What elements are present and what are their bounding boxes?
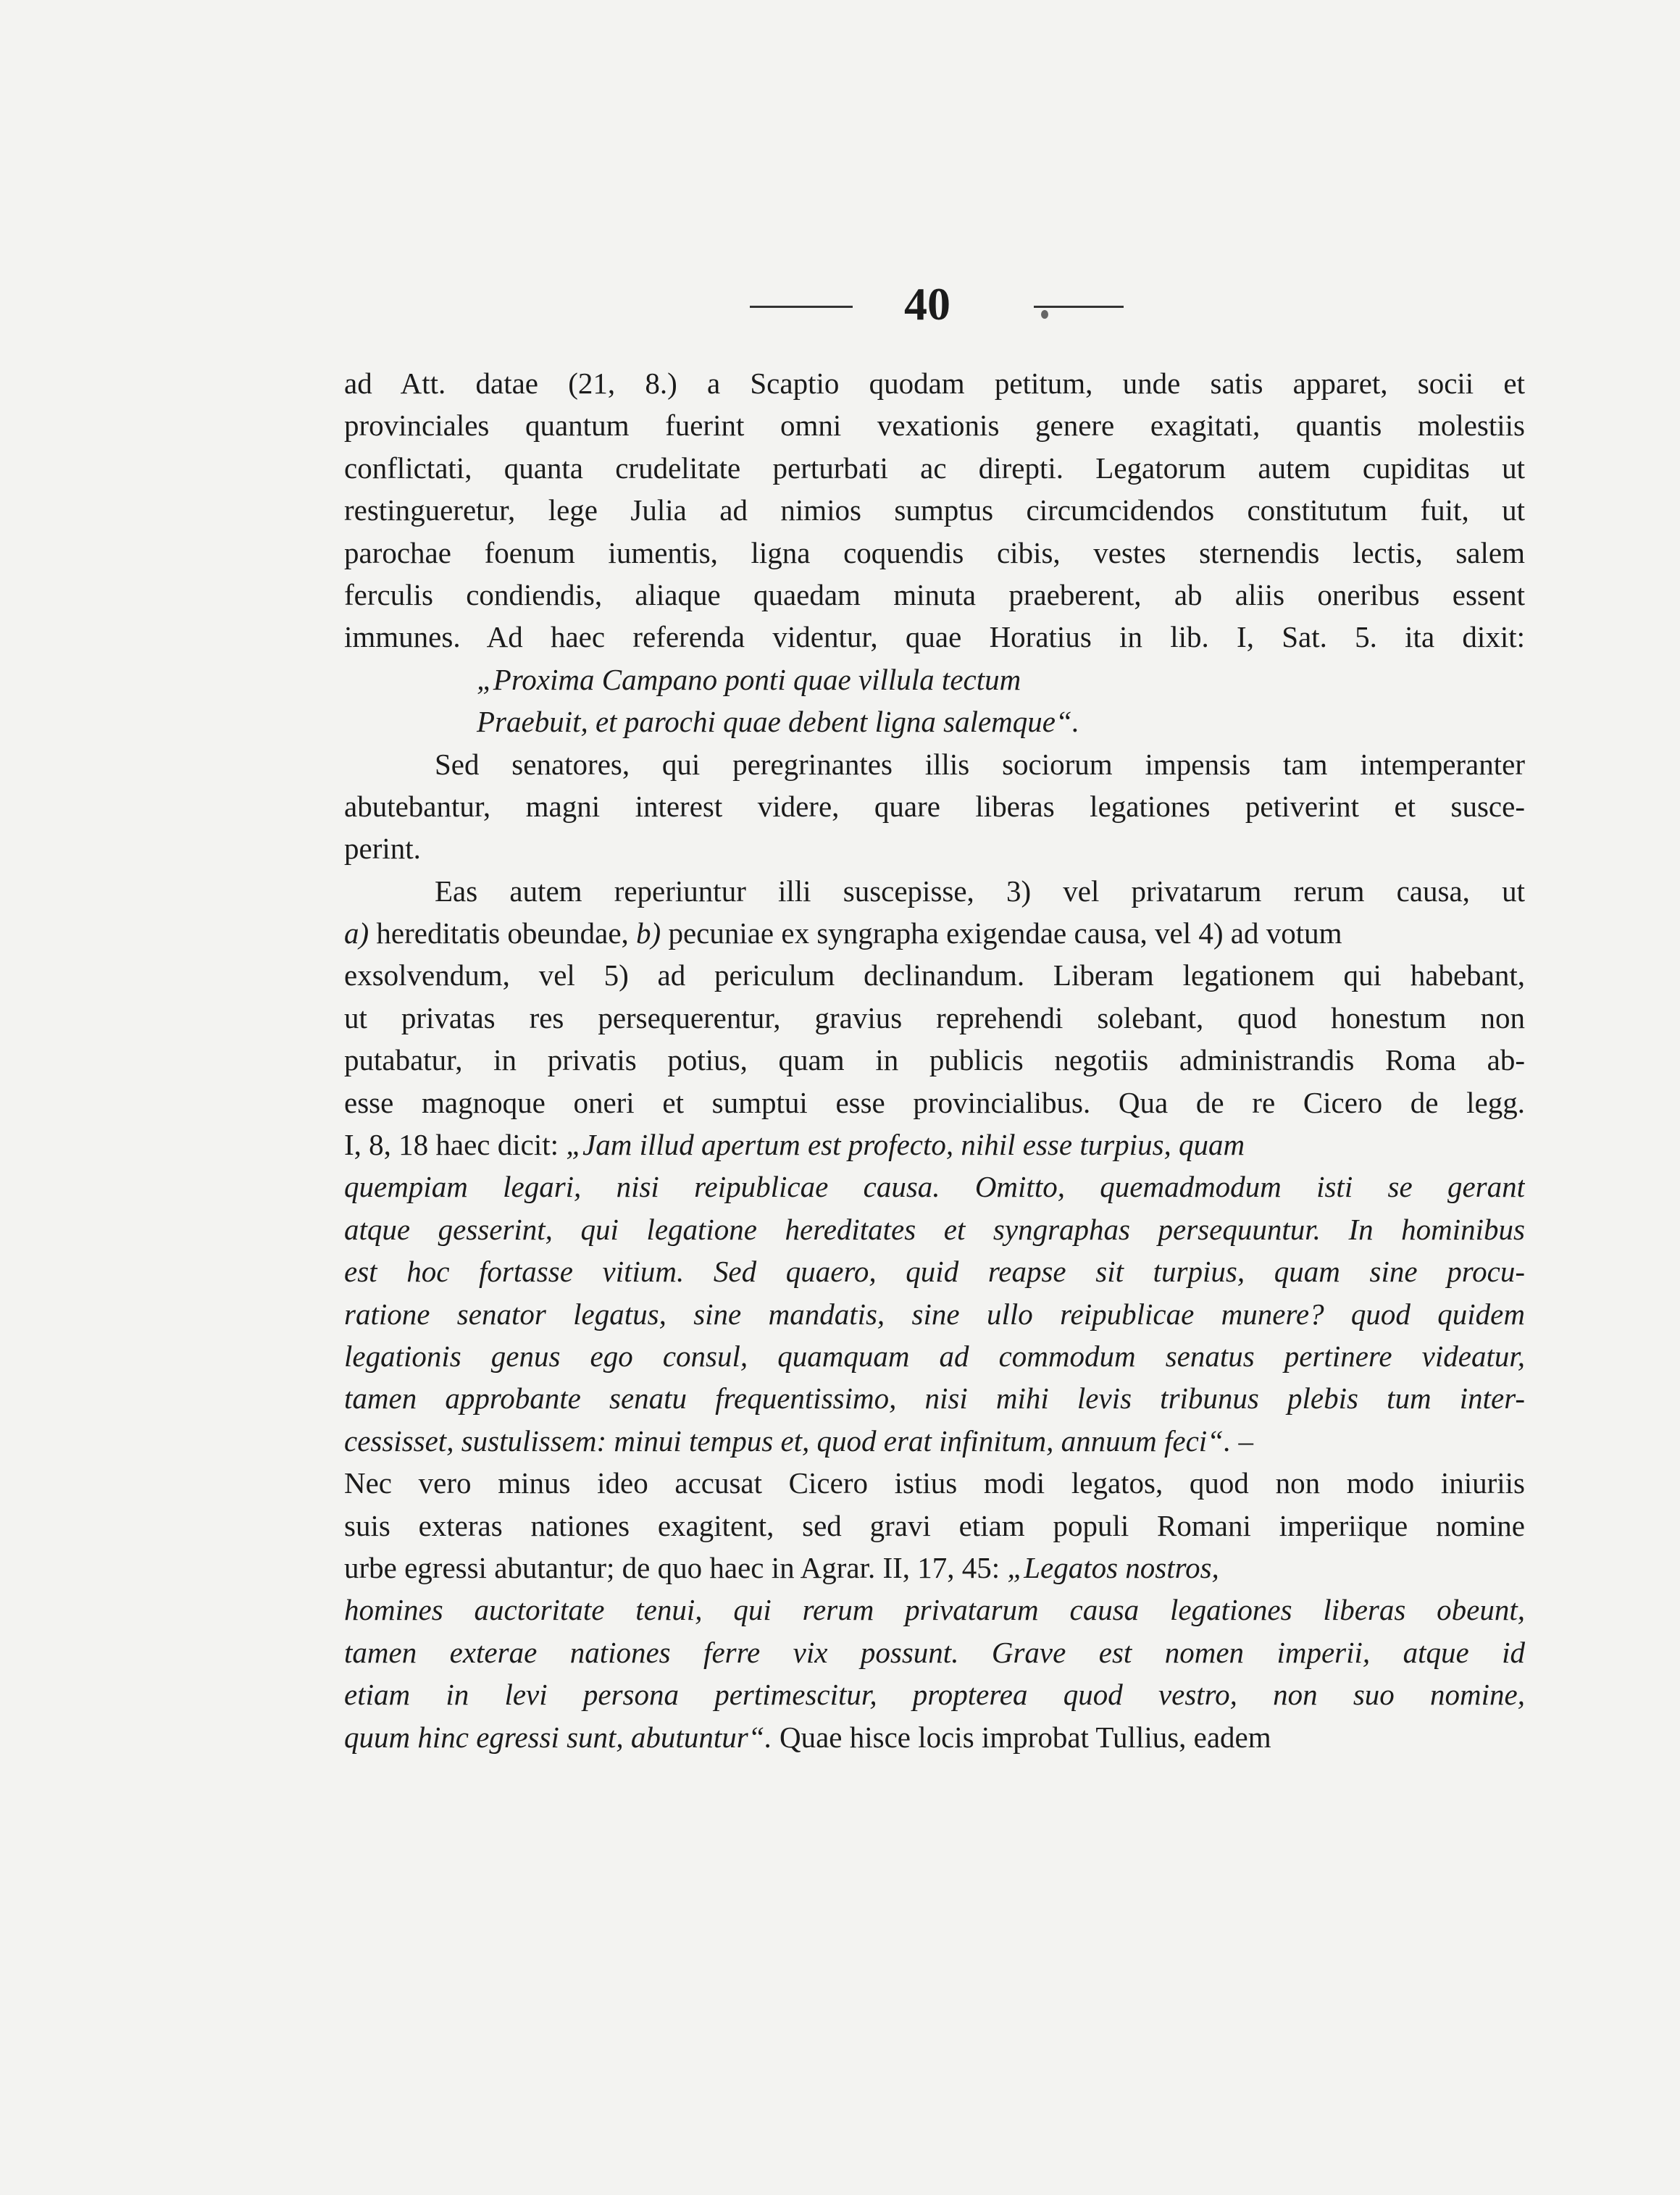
- text-line: [344, 1420, 1525, 1462]
- list-marker: a): [344, 916, 369, 950]
- quotation-line: legationis genus ego consul, quamquam ad commodum senatus pertinere videatur,: [344, 1339, 1525, 1373]
- text-line: [344, 1124, 1525, 1166]
- quotation: quum hinc egressi sunt, abutuntur“.: [344, 1720, 772, 1754]
- text-segment: urbe egressi abutantur; de quo haec in Agrar. II, 17, 45:: [344, 1550, 1008, 1584]
- verse-line: Praebuit, et parochi quae debent ligna salemque“.: [477, 705, 1080, 739]
- text-line: suis exteras nationes exagitent, sed gravi etiam populi Romani imperiique nomine: [344, 1508, 1525, 1542]
- text-line: Sed senatores, qui peregrinantes illis sociorum impensis tam intemperanter: [435, 747, 1525, 781]
- verse-line: „Proxima Campano ponti quae villula tectum: [477, 662, 1021, 696]
- text-line: [344, 912, 1525, 954]
- text-line: parochae foenum iumentis, ligna coquendis cibis, vestes sternendis lectis, salem: [344, 535, 1525, 569]
- text-segment: pecuniae ex syngrapha exigendae causa, vel 4) ad votum: [661, 916, 1342, 950]
- text-line: Nec vero minus ideo accusat Cicero istius modi legatos, quod non modo iniuriis: [344, 1466, 1525, 1500]
- text-line: immunes. Ad haec referenda videntur, quae Horatius in lib. I, Sat. 5. ita dixit:: [344, 620, 1525, 654]
- quotation: cessisset, sustulissem: minui tempus et, quod erat infinitum, annuum feci“.: [344, 1423, 1232, 1458]
- print-blemish: [1041, 310, 1048, 319]
- quotation-line: quempiam legari, nisi reipublicae causa. Omitto, quemadmodum isti se gerant: [344, 1170, 1525, 1204]
- text-line: restingueretur, lege Julia ad nimios sumptus circumcidendos constitutum fuit, ut: [344, 493, 1525, 527]
- quotation-line: est hoc fortasse vitium. Sed quaero, quid reapse sit turpius, quam sine procu-: [344, 1255, 1525, 1289]
- header-rule-left: [750, 306, 853, 308]
- quotation: „Legatos nostros,: [1007, 1550, 1219, 1584]
- quotation: „Jam illud apertum est profecto, nihil esse turpius, quam: [566, 1128, 1245, 1162]
- body-text: [344, 362, 1525, 1758]
- text-line: ad Att. datae (21, 8.) a Scaptio quodam petitum, unde satis apparet, socii et: [344, 367, 1525, 400]
- list-marker: b): [636, 916, 661, 950]
- text-line: ferculis condiendis, aliaque quaedam minuta praeberent, ab aliis oneribus essent: [344, 577, 1525, 611]
- text-line: Eas autem reperiuntur illi suscepisse, 3) vel privatarum rerum causa, ut: [435, 874, 1525, 908]
- quotation-line: tamen exterae nationes ferre vix possunt. Grave est nomen imperii, atque id: [344, 1635, 1525, 1669]
- page-number: 40: [904, 278, 950, 330]
- text-segment: –: [1231, 1423, 1253, 1458]
- text-line: [344, 1547, 1525, 1589]
- quotation-line: atque gesserint, qui legatione hereditates et syngraphas persequuntur. In hominibus: [344, 1212, 1525, 1246]
- page-header: [0, 275, 1680, 333]
- header-rule-right: [1034, 306, 1124, 308]
- quotation-line: ratione senator legatus, sine mandatis, sine ullo reipublicae munere? quod quidem: [344, 1297, 1525, 1331]
- text-line: conflictati, quanta crudelitate perturbati ac direpti. Legatorum autem cupiditas ut: [344, 451, 1525, 485]
- text-line: putabatur, in privatis potius, quam in publicis negotiis administrandis Roma ab-: [344, 1043, 1525, 1077]
- text-line: esse magnoque oneri et sumptui esse provincialibus. Qua de re Cicero de legg.: [344, 1085, 1525, 1119]
- text-segment: hereditatis obeundae,: [369, 916, 637, 950]
- text-line: abutebantur, magni interest videre, quare liberas legationes petiverint et susce-: [344, 789, 1525, 823]
- text-segment: Quae hisce locis improbat Tullius, eadem: [772, 1720, 1271, 1754]
- text-line: ut privatas res persequerentur, gravius reprehendi solebant, quod honestum non: [344, 1000, 1525, 1034]
- text-segment: I, 8, 18 haec dicit:: [344, 1128, 567, 1162]
- quotation-line: homines auctoritate tenui, qui rerum privatarum causa legationes liberas obeunt,: [344, 1593, 1525, 1627]
- text-line: exsolvendum, vel 5) ad periculum declinandum. Liberam legationem qui habebant,: [344, 958, 1525, 992]
- text-line: [344, 1716, 1525, 1758]
- quotation-line: tamen approbante senatu frequentissimo, nisi mihi levis tribunus plebis tum inter-: [344, 1381, 1525, 1416]
- text-line: perint.: [344, 832, 421, 866]
- text-line: provinciales quantum fuerint omni vexationis genere exagitati, quantis molestiis: [344, 409, 1525, 443]
- quotation-line: etiam in levi persona pertimescitur, propterea quod vestro, non suo nomine,: [344, 1678, 1525, 1712]
